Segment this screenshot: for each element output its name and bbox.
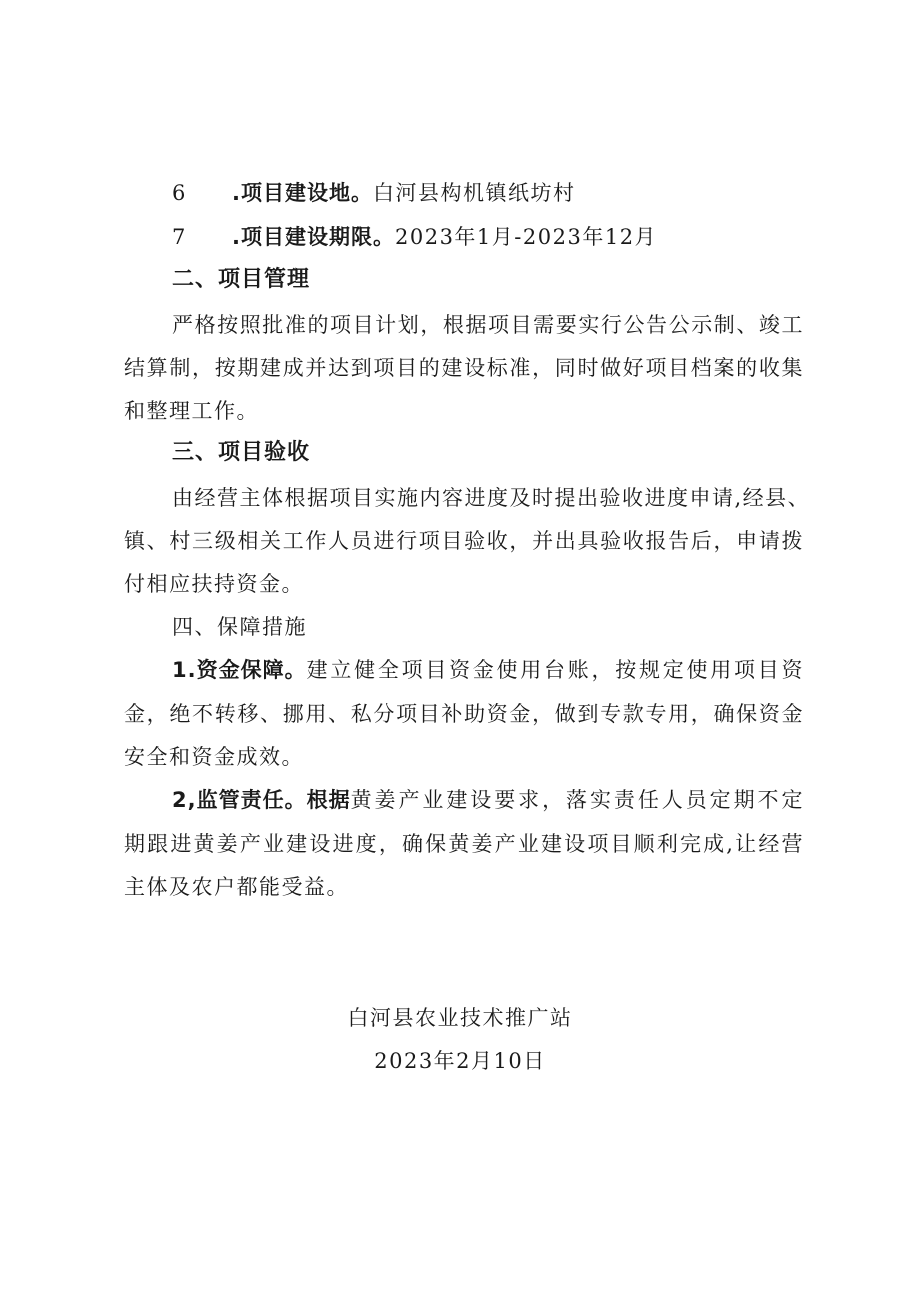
supervision-line-2: 期跟进黄姜产业建设进度，确保黄姜产业建设项目顺利完成,让经营 <box>124 832 804 856</box>
supervision-label: 2,监管责任。根据 <box>172 788 351 812</box>
item-7-value: 2023年1月-2023年12月 <box>394 225 658 249</box>
item-6 <box>172 178 575 208</box>
heading-acceptance: 三、项目验收 <box>172 440 311 465</box>
management-line-1: 严格按照批准的项目计划，根据项目需要实行公告公示制、竣工 <box>172 313 804 337</box>
item-6-label: .项目建设地。 <box>232 181 373 205</box>
acceptance-line-3: 付相应扶持资金。 <box>124 572 304 596</box>
supervision-line-3: 主体及农户都能受益。 <box>124 875 349 899</box>
fund-line-3: 安全和资金成效。 <box>124 745 304 769</box>
supervision-text-1: 黄姜产业建设要求，落实责任人员定期不定 <box>350 788 804 812</box>
item-7 <box>172 222 657 252</box>
management-line-2: 结算制，按期建成并达到项目的建设标准，同时做好项目档案的收集 <box>124 356 804 380</box>
acceptance-line-2: 镇、村三级相关工作人员进行项目验收，并出具验收报告后，申请拨 <box>124 529 804 553</box>
management-line-3: 和整理工作。 <box>124 399 259 423</box>
signature-organization: 白河县农业技术推广站 <box>347 1006 573 1030</box>
acceptance-line-1: 由经营主体根据项目实施内容进度及时提出验收进度申请,经县、 <box>172 486 811 510</box>
item-7-label: .项目建设期限。 <box>232 225 395 249</box>
fund-label: 1.资金保障。 <box>172 658 307 682</box>
fund-line-2: 金，绝不转移、挪用、私分项目补助资金，做到专款专用，确保资金 <box>124 702 804 726</box>
supervision-line-1 <box>172 785 804 815</box>
fund-line-1 <box>172 655 804 685</box>
item-6-number: 6 <box>172 181 187 205</box>
heading-management: 二、项目管理 <box>172 267 311 292</box>
item-6-value: 白河县构机镇纸坊村 <box>372 181 576 205</box>
heading-safeguards: 四、保障措施 <box>172 615 307 639</box>
item-7-number: 7 <box>172 225 187 249</box>
fund-text-1: 建立健全项目资金使用台账，按规定使用项目资 <box>306 658 804 682</box>
signature-date: 2023年2月10日 <box>374 1049 546 1073</box>
